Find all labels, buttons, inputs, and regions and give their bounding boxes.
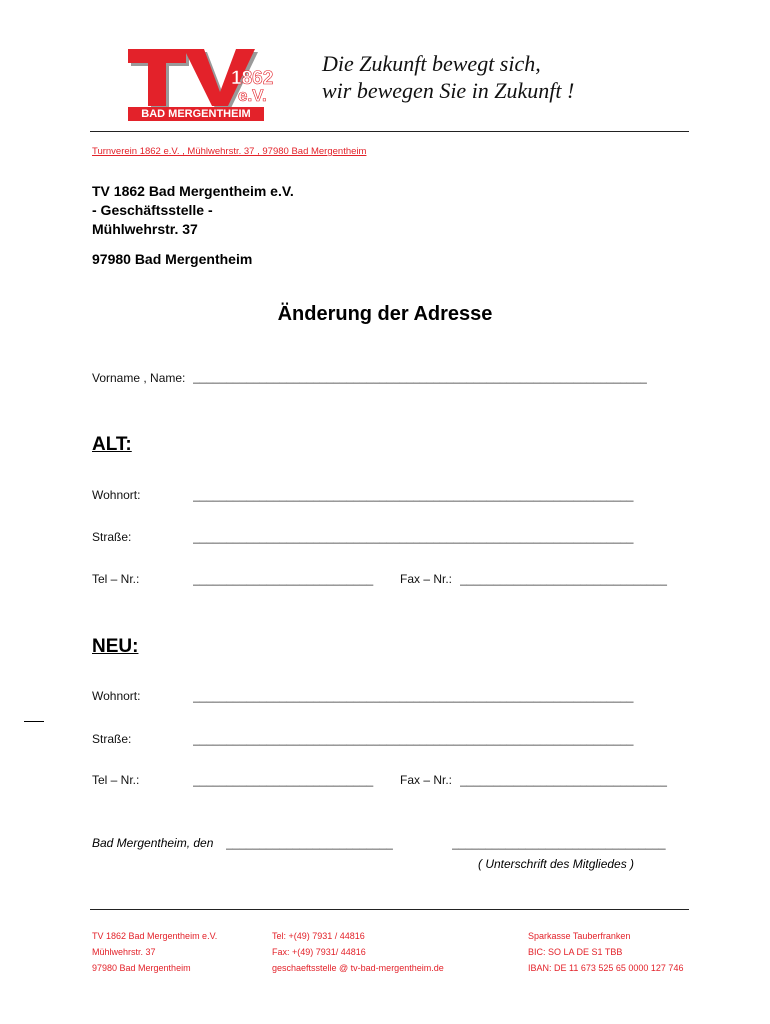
logo-year: 1862	[231, 68, 274, 89]
slogan-line-2: wir bewegen Sie in Zukunft !	[322, 78, 575, 103]
recipient-line-3: Mühlwehrstr. 37	[92, 221, 198, 237]
footer-bank: Sparkasse Tauberfranken	[528, 931, 631, 941]
neu-fax-field[interactable]: _______________________________	[460, 773, 667, 787]
footer-iban: IBAN: DE 11 673 525 65 0000 127 746	[528, 963, 684, 973]
footer-club-name: TV 1862 Bad Mergentheim e.V.	[92, 931, 218, 941]
neu-strasse-label: Straße:	[92, 732, 132, 746]
sender-line: Turnverein 1862 e.V. , Mühlwehrstr. 37 , 97980 Bad Mergentheim	[92, 146, 367, 157]
footer-tel: Tel: +(49) 7931 / 44816	[272, 931, 365, 941]
alt-fax-field[interactable]: _______________________________	[460, 572, 667, 586]
slogan	[322, 50, 574, 104]
neu-tel-field[interactable]: ___________________________	[193, 773, 374, 787]
recipient-line-1: TV 1862 Bad Mergentheim e.V.	[92, 183, 294, 199]
place-date-label: Bad Mergentheim, den	[92, 836, 214, 850]
fold-mark	[24, 721, 44, 722]
alt-tel-label: Tel – Nr.:	[92, 572, 140, 586]
slogan-line-1: Die Zukunft bewegt sich,	[322, 51, 541, 76]
signature-field[interactable]: ________________________________	[452, 836, 666, 850]
footer-city: 97980 Bad Mergentheim	[92, 963, 191, 973]
neu-strasse-field[interactable]: __________________________________________________________________	[193, 732, 634, 746]
alt-strasse-field[interactable]: __________________________________________________________________	[193, 530, 634, 544]
footer-col-3	[528, 928, 683, 976]
neu-heading: NEU:	[92, 636, 139, 657]
footer-email[interactable]: geschaeftsstelle @ tv-bad-mergentheim.de	[272, 963, 444, 973]
alt-wohnort-field[interactable]: __________________________________________________________________	[193, 488, 634, 502]
signature-caption: ( Unterschrift des Mitgliedes )	[478, 857, 635, 871]
name-label: Vorname , Name:	[92, 371, 186, 385]
footer-col-2	[272, 928, 444, 976]
recipient-line-2: - Geschäftsstelle -	[92, 202, 213, 218]
neu-tel-label: Tel – Nr.:	[92, 773, 140, 787]
footer-rule	[90, 909, 689, 910]
neu-fax-label: Fax – Nr.:	[400, 773, 453, 787]
footer-fax: Fax: +(49) 7931/ 44816	[272, 947, 366, 957]
alt-fax-label: Fax – Nr.:	[400, 572, 453, 586]
logo-ev: e.V.	[238, 86, 267, 105]
footer-street: Mühlwehrstr. 37	[92, 947, 156, 957]
form-title: Änderung der Adresse	[277, 303, 493, 325]
alt-wohnort-label: Wohnort:	[92, 488, 141, 502]
name-field[interactable]: ____________________________________________________________________	[193, 370, 647, 384]
tv-logo	[128, 46, 278, 108]
date-field[interactable]: _________________________	[226, 836, 393, 850]
recipient-city: 97980 Bad Mergentheim	[92, 251, 253, 267]
logo-place-banner: BAD MERGENTHEIM	[128, 107, 264, 121]
header-rule	[90, 131, 689, 132]
logo-letter-t	[128, 49, 189, 108]
footer-bic: BIC: SO LA DE S1 TBB	[528, 947, 623, 957]
neu-wohnort-label: Wohnort:	[92, 689, 141, 703]
footer-col-1	[92, 928, 217, 976]
alt-tel-field[interactable]: ___________________________	[193, 572, 374, 586]
alt-strasse-label: Straße:	[92, 530, 132, 544]
neu-wohnort-field[interactable]: __________________________________________________________________	[193, 689, 634, 703]
recipient-address	[92, 182, 294, 239]
alt-heading: ALT:	[92, 434, 132, 455]
